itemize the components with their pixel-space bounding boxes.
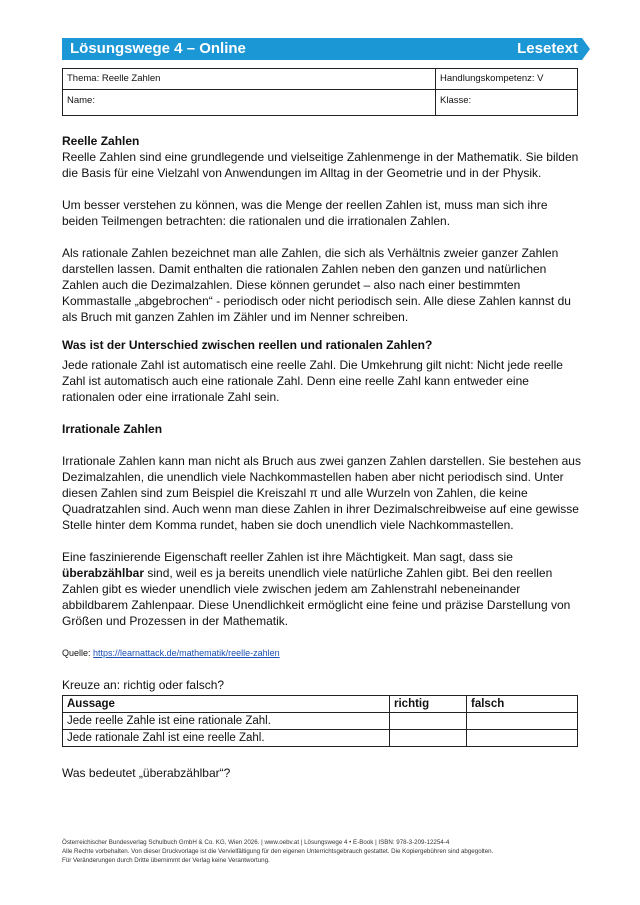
header-label: Lesetext	[517, 40, 578, 57]
quiz-checkbox-true-1[interactable]	[390, 713, 467, 730]
quiz-header-statement: Aussage	[63, 696, 390, 713]
heading-reelle-zahlen: Reelle Zahlen	[62, 134, 140, 148]
paragraph-cardinality	[62, 549, 582, 629]
info-divider-horizontal	[63, 89, 577, 90]
cardinality-bold: überabzählbar	[62, 566, 145, 580]
quiz-checkbox-false-2[interactable]	[467, 730, 578, 747]
quiz-statement-1: Jede reelle Zahle ist eine rationale Zahl.	[63, 713, 390, 730]
info-divider-vertical	[435, 69, 436, 115]
quiz-header-false: falsch	[467, 696, 578, 713]
name-field[interactable]: Name:	[67, 95, 95, 106]
paragraph-rational: Als rationale Zahlen bezeichnet man alle Zahlen, die sich als Verhältnis zweier ganzer Zahlen darstellen lassen. Damit enthalten die rationalen Zahlen neben den ganzen und natürlichen Zahlen auch die Dezimalzahlen. Diese können gerundet – also nach einer bestimmten Kommastalle „abgebrochen“ - periodisch oder nicht periodisch sein. Alle diese Zahlen kannst du als Bruch mit ganzen Zahlen im Zähler und im Nenner schreiben.	[62, 246, 571, 324]
quiz-prompt: Kreuze an: richtig oder falsch?	[62, 678, 225, 692]
header-title: Lösungswege 4 – Online	[70, 40, 246, 57]
quiz-table	[62, 695, 578, 747]
heading-difference: Was ist der Unterschied zwischen reellen und rationalen Zahlen?	[62, 338, 433, 352]
paragraph-difference: Jede rationale Zahl ist automatisch eine reelle Zahl. Die Umkehrung gilt nicht: Nicht jede reelle Zahl ist automatisch auch eine rationale Zahl. Denn eine reelle Zahl kann entweder eine rationalen oder eine irrationale Zahl sein.	[62, 358, 563, 404]
paragraph-intro: Reelle Zahlen sind eine grundlegende und vielseitige Zahlenmenge in der Mathematik. Sie bilden die Basis für eine Vielzahl von Anwendungen im Alltag in der Geometrie und in der Physik.	[62, 150, 579, 180]
quiz-header-true: richtig	[390, 696, 467, 713]
table-row	[63, 730, 578, 747]
topic-field: Thema: Reelle Zahlen	[67, 73, 161, 84]
quiz-statement-2: Jede rationale Zahl ist eine reelle Zahl.	[63, 730, 390, 747]
footer-line-3: Für Veränderungen durch Dritte übernimmt der Verlag keine Verantwortung.	[62, 857, 270, 864]
footer-line-2: Alle Rechte vorbehalten. Von dieser Druckvorlage ist die Vervielfältigung für den eigenen Unterrichtsgebrauch gestattet. Die Kopiergebühren sind abgegolten.	[62, 848, 494, 855]
table-row	[63, 713, 578, 730]
footer	[62, 838, 582, 865]
paragraph-subsets: Um besser verstehen zu können, was die Menge der reellen Zahlen ist, muss man sich ihre beiden Teilmengen betrachten: die rationalen und die irrationalen Zahlen.	[62, 198, 548, 228]
quiz-checkbox-false-1[interactable]	[467, 713, 578, 730]
cardinality-text-b: sind, weil es ja bereits unendlich viele natürliche Zahlen gibt. Bei den reellen Zahlen gibt es wieder unendlich viele zwischen jedem am Zahlenstrahl nebeneinander abbildbarem Zahlenpaar. Diese Unendlichkeit ermöglicht eine feine und präzise Darstellung von Größen und Prozessen in der Mathematik.	[62, 566, 571, 628]
source-link[interactable]: https://learnattack.de/mathematik/reelle-zahlen	[93, 648, 280, 658]
header-banner	[62, 38, 582, 60]
quiz-checkbox-true-2[interactable]	[390, 730, 467, 747]
source-line	[62, 645, 582, 661]
class-field[interactable]: Klasse:	[440, 95, 472, 106]
quiz-header-row	[63, 696, 578, 713]
main-content	[62, 133, 582, 781]
info-box	[62, 68, 578, 116]
footer-line-1: Österreichischer Bundesverlag Schulbuch GmbH & Co. KG, Wien 2026. | www.oebv.at | Lösungswege 4 • E-Book | ISBN: 978-3-209-12254-4	[62, 839, 450, 846]
paragraph-irrational: Irrationale Zahlen kann man nicht als Bruch aus zwei ganzen Zahlen darstellen. Sie bestehen aus Dezimalzahlen, die unendlich viele Nachkommastellen haben aber nicht periodisch sind. Unter diesen Zahlen sind zum Beispiel die Kreiszahl π und alle Wurzeln von Zahlen, die keine Quadratzahlen sind. Auch wenn man diese Zahlen in ihrer Dezimalschreibweise auf eine gewisse Stelle hinter dem Komma rundet, haben sie doch unendlich viele Nachkommastellen.	[62, 454, 581, 532]
cardinality-text-a: Eine faszinierende Eigenschaft reeller Zahlen ist ihre Mächtigkeit. Man sagt, dass sie	[62, 550, 513, 564]
competence-field: Handlungskompetenz: V	[440, 73, 544, 84]
heading-irrational: Irrationale Zahlen	[62, 422, 163, 436]
open-question: Was bedeutet „überabzählbar“?	[62, 766, 231, 780]
source-label: Quelle:	[62, 648, 94, 658]
